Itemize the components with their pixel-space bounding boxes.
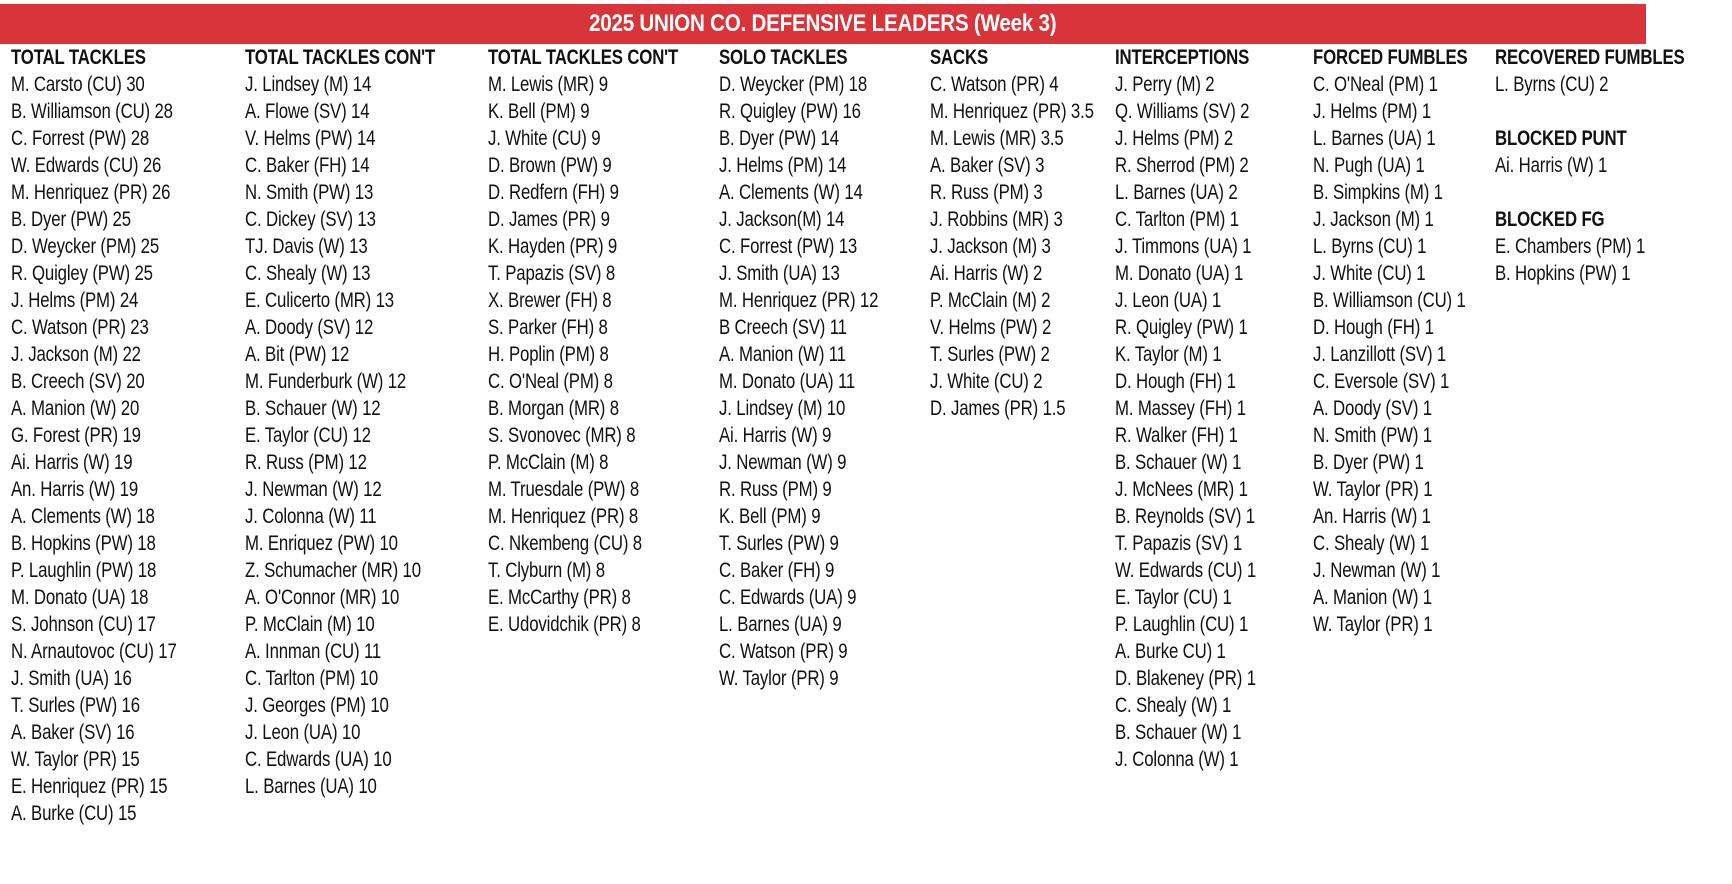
list-item: M. Massey (FH) 1	[1115, 397, 1246, 420]
list-item: T. Surles (PW) 16	[11, 694, 140, 717]
list-item: L. Barnes (UA) 1	[1313, 127, 1436, 150]
list-item: M. Lewis (MR) 3.5	[930, 127, 1064, 150]
list-item: L. Byrns (CU) 2	[1495, 73, 1609, 96]
list-item: C. Baker (FH) 14	[245, 154, 370, 177]
column-total-tackles-cont-2	[488, 44, 726, 638]
list-item: M. Henriquez (PR) 8	[488, 505, 639, 528]
column-total-tackles-cont-1	[245, 44, 483, 800]
list-item: M. Funderburk (W) 12	[245, 370, 407, 393]
list-item: E. Taylor (CU) 1	[1115, 586, 1232, 609]
list-item: C. Watson (PR) 23	[11, 316, 149, 339]
list-item: C. Edwards (UA) 10	[245, 748, 392, 771]
list-item: P. Laughlin (CU) 1	[1115, 613, 1249, 636]
list-item: M. Henriquez (PR) 26	[11, 181, 171, 204]
list-item: A. Manion (W) 1	[1313, 586, 1432, 609]
list-item: R. Quigley (PW) 25	[11, 262, 153, 285]
list-item: J. Newman (W) 12	[245, 478, 382, 501]
list-item: P. McClain (M) 2	[930, 289, 1051, 312]
list-item: J. Colonna (W) 11	[245, 505, 377, 528]
list-item: N. Pugh (UA) 1	[1313, 154, 1425, 177]
list-item: J. Smith (UA) 16	[11, 667, 132, 690]
section-heading: TOTAL TACKLES CON'T	[488, 46, 679, 69]
list-item: R. Quigley (PW) 1	[1115, 316, 1248, 339]
list-item: J. Lanzillott (SV) 1	[1313, 343, 1447, 366]
list-item: M. Henriquez (PR) 3.5	[930, 100, 1094, 123]
list-item: An. Harris (W) 1	[1313, 505, 1431, 528]
list-item: S. Johnson (CU) 17	[11, 613, 156, 636]
column-interceptions	[1115, 44, 1291, 773]
list-item: W. Taylor (PR) 15	[11, 748, 140, 771]
list-item: C. Dickey (SV) 13	[245, 208, 376, 231]
list-item: C. Shealy (W) 13	[245, 262, 371, 285]
list-item: A. Flowe (SV) 14	[245, 100, 370, 123]
list-item: W. Edwards (CU) 1	[1115, 559, 1257, 582]
list-item: A. Baker (SV) 3	[930, 154, 1045, 177]
list-item: J. McNees (MR) 1	[1115, 478, 1248, 501]
list-item: J. Leon (UA) 1	[1115, 289, 1222, 312]
list-item: B. Morgan (MR) 8	[488, 397, 619, 420]
list-item: J. Georges (PM) 10	[245, 694, 389, 717]
list-item: R. Quigley (PW) 16	[719, 100, 861, 123]
list-item: M. Henriquez (PR) 12	[719, 289, 879, 312]
list-item: C. Shealy (W) 1	[1313, 532, 1430, 555]
list-item: M. Donato (UA) 11	[719, 370, 856, 393]
list-item: K. Bell (PM) 9	[719, 505, 821, 528]
list-item: J. Lindsey (M) 10	[719, 397, 846, 420]
list-item: B. Dyer (PW) 25	[11, 208, 131, 231]
list-item: D. James (PR) 9	[488, 208, 610, 231]
list-item: N. Arnautovoc (CU) 17	[11, 640, 177, 663]
list-item: A. O'Connor (MR) 10	[245, 586, 400, 609]
list-item: J. Newman (W) 9	[719, 451, 847, 474]
list-item: S. Parker (FH) 8	[488, 316, 608, 339]
list-item: D. Weycker (PM) 18	[719, 73, 868, 96]
list-item: Q. Williams (SV) 2	[1115, 100, 1250, 123]
list-item: J. Jackson (M) 22	[11, 343, 141, 366]
list-item: R. Walker (FH) 1	[1115, 424, 1238, 447]
section-heading: TOTAL TACKLES CON'T	[245, 46, 436, 69]
list-item: B. Williamson (CU) 28	[11, 100, 173, 123]
list-item: J. Jackson (M) 1	[1313, 208, 1434, 231]
list-item: M. Lewis (MR) 9	[488, 73, 608, 96]
list-item: E. Udovidchik (PR) 8	[488, 613, 641, 636]
list-item: A. Burke CU) 1	[1115, 640, 1226, 663]
list-item: Ai. Harris (W) 9	[719, 424, 832, 447]
page-title: 2025 UNION CO. DEFENSIVE LEADERS (Week 3)	[589, 10, 1057, 37]
list-item: C. O'Neal (PM) 8	[488, 370, 613, 393]
list-item: T. Clyburn (M) 8	[488, 559, 605, 582]
section-heading: SOLO TACKLES	[719, 46, 848, 69]
list-item: An. Harris (W) 19	[11, 478, 139, 501]
list-item: J. White (CU) 9	[488, 127, 601, 150]
list-item: E. Henriquez (PR) 15	[11, 775, 168, 798]
list-item: Ai. Harris (W) 2	[930, 262, 1043, 285]
list-item: Ai. Harris (W) 1	[1495, 154, 1608, 177]
list-item: B. Schauer (W) 1	[1115, 721, 1242, 744]
list-item: B. Williamson (CU) 1	[1313, 289, 1466, 312]
list-item: K. Taylor (M) 1	[1115, 343, 1222, 366]
list-item: D. Hough (FH) 1	[1115, 370, 1236, 393]
list-item: W. Edwards (CU) 26	[11, 154, 162, 177]
list-item: C. Tarlton (PM) 10	[245, 667, 379, 690]
list-item: D. Redfern (FH) 9	[488, 181, 619, 204]
list-item: A. Clements (W) 14	[719, 181, 863, 204]
list-item: D. Weycker (PM) 25	[11, 235, 160, 258]
list-item: C. Watson (PR) 4	[930, 73, 1059, 96]
list-item: J. Timmons (UA) 1	[1115, 235, 1252, 258]
list-item: B. Schauer (W) 12	[245, 397, 381, 420]
list-item: H. Poplin (PM) 8	[488, 343, 609, 366]
list-item: C. Eversole (SV) 1	[1313, 370, 1450, 393]
list-item: A. Baker (SV) 16	[11, 721, 135, 744]
list-item: W. Taylor (PR) 9	[719, 667, 839, 690]
list-item: B. Reynolds (SV) 1	[1115, 505, 1255, 528]
column-forced-fumbles	[1313, 44, 1506, 638]
list-item: N. Smith (PW) 1	[1313, 424, 1432, 447]
list-item: V. Helms (PW) 14	[245, 127, 376, 150]
list-item: T. Surles (PW) 9	[719, 532, 839, 555]
list-item: T. Surles (PW) 2	[930, 343, 1050, 366]
spacer	[1495, 179, 1732, 206]
section-heading: BLOCKED PUNT	[1495, 127, 1627, 150]
list-item: B. Dyer (PW) 14	[719, 127, 839, 150]
list-item: J. Lindsey (M) 14	[245, 73, 372, 96]
list-item: J. Perry (M) 2	[1115, 73, 1215, 96]
list-item: A. Doody (SV) 1	[1313, 397, 1432, 420]
list-item: M. Carsto (CU) 30	[11, 73, 145, 96]
list-item: C. Baker (FH) 9	[719, 559, 835, 582]
list-item: A. Manion (W) 20	[11, 397, 140, 420]
list-item: B. Simpkins (M) 1	[1313, 181, 1443, 204]
list-item: B. Schauer (W) 1	[1115, 451, 1242, 474]
list-item: J. Helms (PM) 1	[1313, 100, 1432, 123]
list-item: M. Donato (UA) 18	[11, 586, 149, 609]
section-heading: RECOVERED FUMBLES	[1495, 46, 1685, 69]
column-misc	[1495, 44, 1732, 287]
list-item: C. Forrest (PW) 28	[11, 127, 150, 150]
list-item: X. Brewer (FH) 8	[488, 289, 612, 312]
list-item: J. Leon (UA) 10	[245, 721, 361, 744]
list-item: J. Colonna (W) 1	[1115, 748, 1239, 771]
list-item: Ai. Harris (W) 19	[11, 451, 133, 474]
list-item: P. McClain (M) 10	[245, 613, 375, 636]
list-item: L. Barnes (UA) 9	[719, 613, 842, 636]
list-item: R. Sherrod (PM) 2	[1115, 154, 1249, 177]
list-item: C. Watson (PR) 9	[719, 640, 848, 663]
column-solo-tackles	[719, 44, 918, 692]
list-item: C. Shealy (W) 1	[1115, 694, 1232, 717]
list-item: A. Manion (W) 11	[719, 343, 846, 366]
list-item: C. Edwards (UA) 9	[719, 586, 857, 609]
list-item: W. Taylor (PR) 1	[1313, 478, 1433, 501]
list-item: A. Clements (W) 18	[11, 505, 155, 528]
list-item: C. O'Neal (PM) 1	[1313, 73, 1438, 96]
list-item: S. Svonovec (MR) 8	[488, 424, 636, 447]
list-item: B Creech (SV) 11	[719, 316, 847, 339]
list-item: R. Russ (PM) 9	[719, 478, 832, 501]
list-item: D. Brown (PW) 9	[488, 154, 612, 177]
list-item: D. Blakeney (PR) 1	[1115, 667, 1256, 690]
list-item: K. Hayden (PR) 9	[488, 235, 618, 258]
list-item: G. Forest (PR) 19	[11, 424, 141, 447]
title-banner	[0, 4, 1646, 44]
list-item: E. Culicerto (MR) 13	[245, 289, 394, 312]
list-item: J. White (CU) 2	[930, 370, 1043, 393]
list-item: C. Forrest (PW) 13	[719, 235, 858, 258]
list-item: A. Innman (CU) 11	[245, 640, 382, 663]
list-item: B. Dyer (PW) 1	[1313, 451, 1424, 474]
list-item: J. Robbins (MR) 3	[930, 208, 1063, 231]
list-item: Z. Schumacher (MR) 10	[245, 559, 421, 582]
list-item: D. James (PR) 1.5	[930, 397, 1066, 420]
list-item: E. Taylor (CU) 12	[245, 424, 371, 447]
list-item: N. Smith (PW) 13	[245, 181, 374, 204]
list-item: A. Bit (PW) 12	[245, 343, 350, 366]
list-item: D. Hough (FH) 1	[1313, 316, 1434, 339]
list-item: C. Tarlton (PM) 1	[1115, 208, 1239, 231]
list-item: W. Taylor (PR) 1	[1313, 613, 1433, 636]
list-item: J. Helms (PM) 24	[11, 289, 139, 312]
list-item: R. Russ (PM) 12	[245, 451, 367, 474]
section-heading: SACKS	[930, 46, 989, 69]
list-item: V. Helms (PW) 2	[930, 316, 1052, 339]
section-heading: BLOCKED FG	[1495, 208, 1605, 231]
list-item: L. Barnes (UA) 10	[245, 775, 377, 798]
list-item: M. Donato (UA) 1	[1115, 262, 1244, 285]
spacer	[1495, 98, 1732, 125]
list-item: L. Barnes (UA) 2	[1115, 181, 1238, 204]
list-item: T. Papazis (SV) 8	[488, 262, 616, 285]
list-item: J. Helms (PM) 14	[719, 154, 847, 177]
list-item: J. Smith (UA) 13	[719, 262, 840, 285]
list-item: P. McClain (M) 8	[488, 451, 609, 474]
list-item: E. McCarthy (PR) 8	[488, 586, 631, 609]
list-item: T. Papazis (SV) 1	[1115, 532, 1243, 555]
list-item: J. Newman (W) 1	[1313, 559, 1441, 582]
list-item: L. Byrns (CU) 1	[1313, 235, 1427, 258]
list-item: B. Hopkins (PW) 1	[1495, 262, 1631, 285]
list-item: B. Hopkins (PW) 18	[11, 532, 156, 555]
list-item: M. Truesdale (PW) 8	[488, 478, 639, 501]
list-item: J. Helms (PM) 2	[1115, 127, 1234, 150]
list-item: K. Bell (PM) 9	[488, 100, 590, 123]
list-item: J. Jackson (M) 3	[930, 235, 1051, 258]
list-item: R. Russ (PM) 3	[930, 181, 1043, 204]
list-item: J. Jackson(M) 14	[719, 208, 845, 231]
section-heading: TOTAL TACKLES	[11, 46, 146, 69]
list-item: A. Burke (CU) 15	[11, 802, 137, 825]
list-item: A. Doody (SV) 12	[245, 316, 374, 339]
list-item: TJ. Davis (W) 13	[245, 235, 368, 258]
column-sacks	[930, 44, 1135, 422]
section-heading: FORCED FUMBLES	[1313, 46, 1468, 69]
list-item: E. Chambers (PM) 1	[1495, 235, 1646, 258]
column-total-tackles	[11, 44, 218, 827]
list-item: P. Laughlin (PW) 18	[11, 559, 157, 582]
section-heading: INTERCEPTIONS	[1115, 46, 1250, 69]
list-item: M. Enriquez (PW) 10	[245, 532, 398, 555]
list-item: J. White (CU) 1	[1313, 262, 1426, 285]
list-item: B. Creech (SV) 20	[11, 370, 145, 393]
list-item: C. Nkembeng (CU) 8	[488, 532, 642, 555]
